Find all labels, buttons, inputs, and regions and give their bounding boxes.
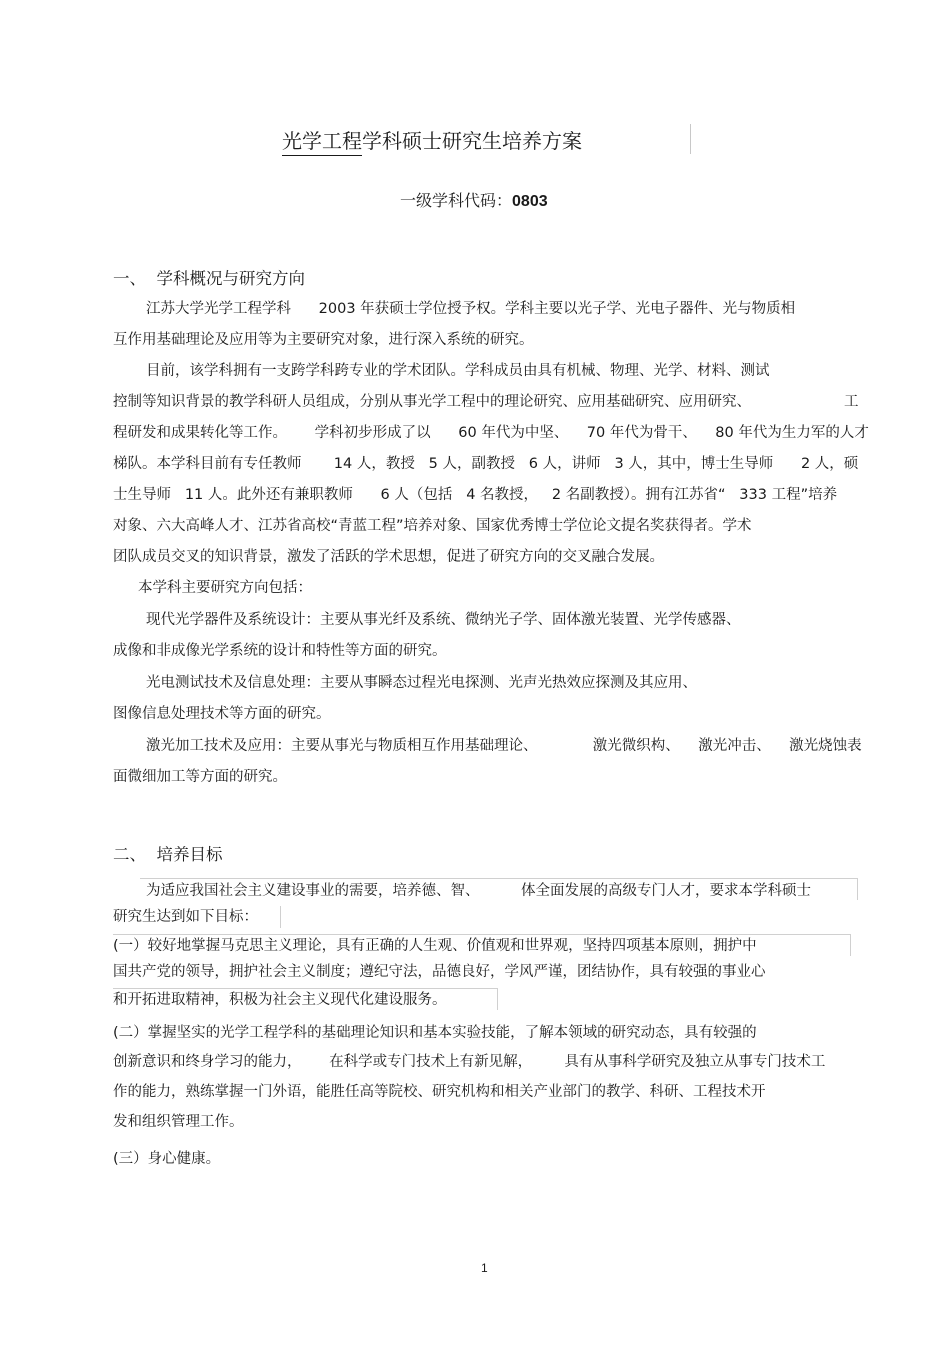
paragraph-frame-line [113,988,498,989]
s1-line: 对象、六大高峰人才、江苏省高校“青蓝工程”培养对象、国家优秀博士学位论文提名奖获得者。学术 [113,518,752,534]
s1-line: 团队成员交叉的知识背景，激发了活跃的学术思想，促进了研究方向的交叉融合发展。 [113,549,664,565]
paragraph-frame-line [857,878,858,900]
paragraph-frame-line [280,906,281,928]
s1-line: 光电测试技术及信息处理：主要从事瞬态过程光电探测、光声光热效应探测及其应用、 [146,675,697,691]
document-title [282,128,582,156]
paragraph-frame-line [850,934,851,956]
section-2-heading: 二、 培养目标 [113,845,223,864]
s1-line: 梯队。本学科目前有专任教师 14 人，教授 5 人，副教授 6 人，讲师 3 人，其中，博士生导师 2 人，硕 [113,456,859,472]
s1-line: 成像和非成像光学系统的设计和特性等方面的研究。 [113,643,447,659]
s1-line: 激光加工技术及应用：主要从事光与物质相互作用基础理论、 激光微织构、 激光冲击、 激光烧蚀表 [146,738,862,754]
page-number: 1 [481,1261,488,1275]
paragraph-frame-line [113,934,851,935]
title-rule [690,124,691,154]
s1-line: 图像信息处理技术等方面的研究。 [113,706,331,722]
s2-line: 和开拓进取精神，积极为社会主义现代化建设服务。 [113,992,447,1008]
s1-line: 江苏大学光学工程学科 2003 年获硕士学位授予权。学科主要以光子学、光电子器件、光与物质相 [146,301,796,317]
s2-line: (二）掌握坚实的光学工程学科的基础理论知识和基本实验技能，了解本领域的研究动态，具有较强的 [113,1025,757,1041]
discipline-code-label: 一级学科代码： [400,191,513,210]
s1-line: 本学科主要研究方向包括： [138,580,312,596]
discipline-code-line [400,190,548,213]
s2-line: 创新意识和终身学习的能力， 在科学或专门技术上有新见解， 具有从事科学研究及独立从事专门技术工 [113,1054,826,1070]
s2-line: 发和组织管理工作。 [113,1114,244,1130]
title-subject: 光学工程 [282,128,362,156]
title-rest: 学科硕士研究生培养方案 [362,129,582,153]
s1-line: 现代光学器件及系统设计：主要从事光纤及系统、微纳光子学、固体激光装置、光学传感器、 [146,612,741,628]
s1-line: 互作用基础理论及应用等为主要研究对象，进行深入系统的研究。 [113,332,534,348]
s2-line: 为适应我国社会主义建设事业的需要，培养德、智、 体全面发展的高级专门人才，要求本学科硕士 [146,883,811,899]
s1-line: 控制等知识背景的教学科研人员组成，分别从事光学工程中的理论研究、应用基础研究、应用研究、 [113,394,751,410]
section-1-heading: 一、 学科概况与研究方向 [113,269,305,288]
s1-line: 工 [844,394,859,410]
s2-line: 作的能力，熟练掌握一门外语，能胜任高等院校、研究机构和相关产业部门的教学、科研、工程技术开 [113,1084,766,1100]
s2-line: 研究生达到如下目标： [113,909,258,925]
s1-line: 面微细加工等方面的研究。 [113,769,287,785]
s2-line: (三）身心健康。 [113,1151,221,1167]
paragraph-frame-line [497,988,498,1010]
s1-line: 士生导师 11 人。此外还有兼职教师 6 人（包括 4 名教授， 2 名副教授）。拥有江苏省“ 333 工程”培养 [113,487,838,503]
s1-line: 程研发和成果转化等工作。 学科初步形成了以 60 年代为中坚、 70 年代为骨干、 80 年代为生力军的人才 [113,425,869,441]
s1-line: 目前，该学科拥有一支跨学科跨专业的学术团队。学科成员由具有机械、物理、光学、材料、测试 [146,363,770,379]
discipline-code-value: 0803 [512,193,548,210]
paragraph-frame-line [140,878,858,879]
s2-line: 国共产党的领导，拥护社会主义制度；遵纪守法，品德良好，学风严谨，团结协作，具有较强的事业心 [113,964,766,980]
s2-line: (一）较好地掌握马克思主义理论，具有正确的人生观、价值观和世界观，坚持四项基本原则，拥护中 [113,938,757,954]
